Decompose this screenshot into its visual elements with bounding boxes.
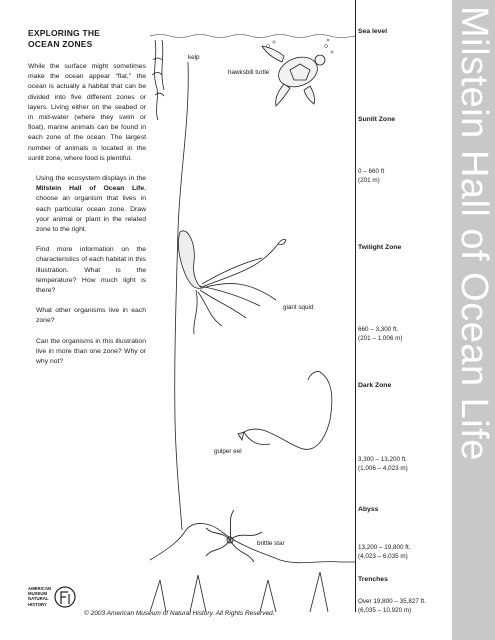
dark-zone-label: Dark Zone [358, 382, 392, 389]
zone-divider-line [355, 0, 356, 612]
ocean-illustration [150, 0, 355, 612]
brittle-star-drawing [206, 510, 262, 562]
trenches-depth-ft: Over 19,800 – 35,827 ft. [358, 598, 426, 605]
museum-logo [28, 584, 78, 620]
logo-line-4: HISTORY [28, 601, 47, 607]
side-title: Milstein Hall of Ocean Life [453, 6, 495, 461]
activity-paragraph-3: What other organisms live in each zone? [36, 307, 146, 325]
sunlit-zone-depth [358, 168, 384, 185]
brittle-star-label: brittle star [257, 540, 285, 547]
abyss-depth-ft: 13,200 – 19,800 ft. [358, 544, 411, 551]
twilight-depth-ft: 660 – 3,300 ft. [358, 326, 399, 333]
ocean-drawing [150, 0, 355, 612]
activity-paragraph-4: Can the organisms in this illustration live in more than one zone? Why or why not? [36, 337, 146, 366]
activity-section [28, 174, 146, 367]
side-title-band [452, 0, 495, 640]
trenches-depth [358, 598, 426, 615]
activity-paragraph-1 [36, 174, 146, 235]
abyss-depth-m: (4,023 – 6,035 m) [358, 552, 408, 560]
text-column [28, 28, 146, 377]
giant-squid-label: giant squid [283, 304, 314, 311]
dark-depth-ft: 3,300 – 13,200 ft. [358, 456, 408, 463]
abyss-label: Abyss [358, 506, 379, 513]
trenches-depth-m: (6,035 – 10,920 m) [358, 606, 412, 614]
kelp-label: kelp [188, 54, 200, 61]
kelp-stalk [175, 62, 189, 530]
logo-line-2: MUSEUM [28, 591, 48, 597]
trenches-label: Trenches [358, 576, 388, 583]
giant-squid-drawing [178, 231, 286, 334]
gulper-eel-label: gulper eel [214, 448, 242, 455]
abyss-depth [358, 544, 411, 561]
activity-p1-end: , choose an organism that lives in each particular ocean zone. Draw your animal or plant in the related zone to the right. [36, 185, 146, 234]
museum-logo-text [28, 586, 51, 607]
copyright-notice: © 2003 American Museum of Natural History. All Rights Reserved. [84, 610, 275, 617]
page-title [28, 28, 146, 50]
logo-line-3: NATURAL [28, 596, 49, 602]
intro-paragraph: While the surface might sometimes make the ocean appear “flat,” the ocean is actually a habitat that can be divided into five different zones or layers. Living either on the seabed or in mid-water (where they swim or float), marine animals can be found in each zone of the ocean. The largest number of animals is located in the sunlit zone, where food is plentiful. [28, 63, 146, 162]
hawksbill-turtle-label: hawksbill turtle [228, 69, 270, 76]
dark-depth-m: (1,006 – 4,023 m) [358, 464, 408, 472]
activity-paragraph-2: Find more information on the characteristics of each habitat in this illustration. What is the temperature? How much light is there? [36, 246, 146, 295]
sunlit-depth-ft: 0 – 660 ft [358, 168, 385, 175]
title-line-1: EXPLORING THE [28, 28, 101, 38]
zones-column [358, 0, 448, 640]
seafloor-drawing [150, 523, 355, 612]
twilight-zone-depth [358, 326, 402, 343]
museum-logo-icon [54, 584, 76, 610]
hall-name-highlight: Milstein Hall of Ocean Life [36, 185, 145, 193]
sunlit-depth-m: (201 m) [358, 176, 380, 184]
kelp-drawing [152, 40, 164, 120]
sea-level-label: Sea level [358, 28, 388, 35]
sea-surface-wave [150, 35, 355, 38]
sunlit-zone-label: Sunlit Zone [358, 116, 396, 123]
twilight-zone-label: Twilight Zone [358, 244, 402, 251]
logo-line-1: AMERICAN [28, 586, 52, 591]
dark-zone-depth [358, 456, 408, 473]
title-line-2: OCEAN ZONES [28, 39, 93, 49]
twilight-depth-m: (201 – 1,006 m) [358, 334, 403, 342]
activity-p1-start: Using the ecosystem displays in the [36, 175, 146, 183]
hawksbill-turtle-drawing [262, 46, 325, 106]
gulper-eel-drawing [238, 371, 332, 449]
